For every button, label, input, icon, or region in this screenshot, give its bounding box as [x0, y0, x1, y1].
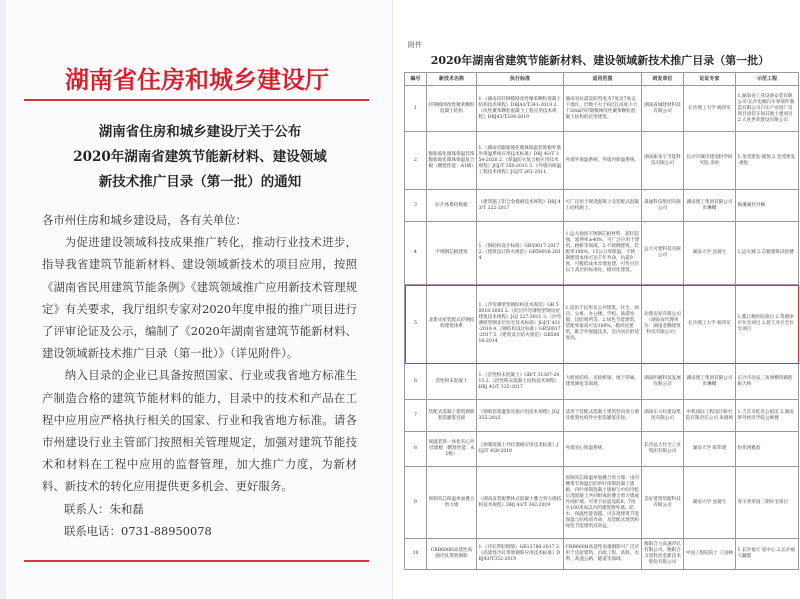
contact-phone: 联系电话：0731-88950078 — [64, 523, 212, 538]
cell-scope: 可广泛用于现浇混凝土及装配式混凝土结构施工。 — [564, 190, 642, 222]
cell-demo: 1.湖南省工业设备安装有限公司-长沙电咖汽车零部件制造有限公司汽车产业园厂房项目涂装车间其他土建项目 2.大连世荣建设有限公司 — [736, 86, 799, 132]
notice-title-line: 2020年湖南省建筑节能新材料、建设领域 — [73, 149, 327, 165]
cell-scope: 大跨度结构、市政桥梁、地下管廊、建筑修复等领域。 — [564, 364, 642, 400]
cell-developer: 湖南明湘科技发展有限公司 — [642, 364, 684, 400]
cell-name: 轻钢模网改性聚苯颗粒混凝土结构 — [427, 86, 477, 132]
salutation: 各市州住房和城乡建设局，各有关单位： — [42, 213, 248, 227]
table-row — [405, 432, 799, 467]
page-edge — [0, 0, 6, 599]
cell-demo: 1.远大城 2.芯板建筑试验楼 — [736, 222, 799, 285]
cell-standard: 1.《冷弯薄壁型钢结构技术规范》GB 50018-2002 2.《低层冷弯薄壁型钢房屋建筑技术规程》JGJ 227-2011 3.《冷弯薄壁型钢多层住宅技术标准》JGJ/T 421-2018 4.《钢结构设计标准》GB50017-2017 5.《建筑设计防火规范》GB50016-2014 — [477, 285, 564, 364]
cell-expert: 长沙理工大学 杨伟军 — [684, 285, 736, 364]
cell-expert: 湖南建工集团有限公司 彭琳娜 — [684, 364, 736, 400]
cell-demo: 1.长沙福天·星中心 2.长沙福天藏郡 — [736, 539, 799, 570]
cell-scope: 外墙外保温系统，外墙内保温系统。 — [564, 132, 642, 190]
cell-demo: 1.吉首市乾北公租房 2.湖南涉外经济学院公寓楼 — [736, 400, 799, 432]
cell-no: 7 — [405, 400, 427, 432]
cell-standard: 1.《活性粉末混凝土》GB/T 31387-2015 2.《活性粉末混凝土结构技术规程》DBJ 43/T 325-2017 — [477, 364, 564, 400]
cell-developer: 衡阳合力高速冷轧有限公司、衡阳合力创科冶金新技术股份有限公司 — [642, 539, 684, 570]
cell-name: 拉片体系铝模板 — [427, 190, 477, 222]
cell-scope: 湖南省抗震设防烈度为7度及7度以下地区，层数不大于6层且高度不大于20m的轻钢模网改性聚苯颗粒混凝土结构的民用建筑。 — [564, 86, 642, 132]
cell-developer: 晟通科技集团有限公司 — [642, 190, 684, 222]
cell-name: 装配式混凝土建筑钢筋套筒灌浆连接 — [427, 400, 477, 432]
table-row — [405, 86, 799, 132]
cell-standard: 1.《钢结构设计标准》GB50017-2017 2.《建筑设计防火规范》GB50016-2014 — [477, 222, 564, 285]
cell-scope: 1.远大独创不锈钢芯板材料，超轻超强，延伸率≥40%，可广泛应用于建筑、路桥等领域。2.不锈钢建筑，装配率100%，15公分厚保温，不锈钢建筑本体可达千年寿命，抗震9度，可极低成本异地复建，可作百层以上高层的标准化、模块化建筑。 — [564, 222, 642, 285]
cell-expert: 中国工程院院士 王国林 — [684, 539, 736, 570]
cell-developer: 长沙远大住宅工业集团有限公司 — [642, 432, 684, 467]
catalog-title: 2020年湖南省建筑节能新材料、建设领域新技术推广目录（第一批） — [430, 54, 770, 67]
cell-name: CRB600H高延性高强冷轧带肋钢筋 — [427, 539, 477, 570]
notice-page — [0, 0, 393, 599]
cell-standard: 《建筑施工铝合金模板技术规程》DBJ 43/T 322-2017 — [477, 190, 564, 222]
cell-demo: 梅溪湖杜丹桐 — [736, 190, 799, 222]
col-header-expert: 论证专家 — [684, 73, 736, 86]
cell-scope: 外墙夹心保温系统。 — [564, 432, 642, 467]
col-header-demo: 示范工程 — [736, 73, 799, 86]
red-divider-bottom — [24, 560, 369, 562]
table-row — [405, 400, 799, 432]
cell-expert: 长沙理工大学 杨伟军 — [684, 86, 736, 132]
cell-no: 9 — [405, 467, 427, 539]
cell-standard: 《预制混凝土外挂墙板应用技术标准》JGJ/T 458-2018 — [477, 432, 564, 467]
cell-expert: 中机国际工程设计研究院有限责任公司 朱晓鸣 — [684, 400, 736, 432]
cell-standard: 1.《冷轧带肋钢筋》GB13788-2017 2.《高延性冷轧带肋钢筋应用技术标准》DBJ43/T352-2019 — [477, 539, 564, 570]
table-row — [405, 190, 799, 222]
cell-developer: 湖南振多宇节能科技有限公司 — [642, 132, 684, 190]
col-header-no: 编号 — [405, 73, 427, 86]
cell-demo: 1.都江堰医院项目 2.常德津市住宅项目 3.督亢亚社会住宅项目 — [736, 285, 799, 364]
cell-developer: 远大可建科技有限公司 — [642, 222, 684, 285]
notice-body — [42, 209, 357, 542]
table-row-highlighted — [405, 285, 799, 364]
notice-title-line: 湖南省住房和城乡建设厅关于公布 — [98, 124, 302, 140]
cell-name: 预制夹芯保温单面叠合剪力墙 — [427, 467, 477, 539]
cell-no: 5 — [405, 285, 427, 364]
cell-developer: 北新房屋有限公司（湖南省代理单位：湖南金腾建筑科技有限公司） — [642, 285, 684, 364]
table-row — [405, 467, 799, 539]
cell-standard: 《钢筋套筒灌浆连接应用技术规程》JGJ 355-2015 — [477, 400, 564, 432]
cell-expert: 湖南大学 陈伟建 — [684, 432, 736, 467]
cell-expert: 湖南大学 沈蒲生 — [684, 222, 736, 285]
cell-demo: 1.金茂建发·揽悦 2.金茂建发·观悦 — [736, 132, 799, 190]
cell-name: 活性粉末混凝土 — [427, 364, 477, 400]
cell-demo: 长沙市北辰三角洲横四路跨街天桥 — [736, 364, 799, 400]
cell-demo: 青羊香草园三期住宅项目 — [736, 467, 799, 539]
body-paragraph: 为促进建设领域科技成果推广转化，推动行业技术进步，指导我省建筑节能新材料、建设领域新技术的项目应用，按照《湖南省民用建筑节能条例》《建筑领域推广应用新技术管理规定》有关要求，我厅组织专家对2020年度申报的推广项目进行了评审论证及公示，编制了《2020年湖南省建筑节能新材料、建设领域新技术推广目录（第一批）》（详见附件）。 — [42, 235, 357, 361]
cell-no: 6 — [405, 364, 427, 400]
col-header-developer: 研发单位 — [642, 73, 684, 86]
cell-no: 8 — [405, 432, 427, 467]
cell-no: 10 — [405, 539, 427, 570]
table-row — [405, 222, 799, 285]
cell-name: 不锈钢芯板建筑 — [427, 222, 477, 285]
cell-scope: 预制夹芯保温单面叠合剪力墙：由内侧带有保温层的单叶预制混凝土墙板，内叶预制混凝土墙板与中间空腔后浇混凝土共同组成的叠合剪力墙或外围护墙。可用于抗震设防6、7度区100米高以内的建筑物外墙。防水、保温性能优越，可实现建筑节能保温与结构同寿命，及装配式建筑和绿色节能建筑双效益。 — [564, 467, 642, 539]
cell-scope: 适用于装配式混凝土建筑竖向剪力墙及框架柱构件中套筒灌浆连接。 — [564, 400, 642, 432]
table-header-row — [405, 73, 799, 86]
cell-developer: 美好建筑装配科技有限公司 — [642, 467, 684, 539]
org-header: 湖南省住房和城乡建设厅 — [65, 66, 329, 94]
attachment-label: 附件 — [408, 41, 422, 49]
col-header-name: 新技术名称 — [427, 73, 477, 86]
cell-expert: 湖南建工集团有限公司 彭琳娜 — [684, 190, 736, 222]
red-divider-top — [24, 99, 369, 101]
cell-no: 4 — [405, 222, 427, 285]
cell-name: 北新房屋装配式轻钢结构建筑体系 — [427, 285, 477, 364]
body-paragraph: 纳入目录的企业已具备按照国家、行业或我省地方标准生产制造合格的建筑节能材料的能力，目录中的技术和产品在工程中应用应严格执行相关的国家、行业和我省地方标准。请各市州建设行业主管部门按照相关管理规定，加强对建筑节能技术和材料在工程中应用的监督管理，加大推广力度，为新材料、新技术的转化应用提供更多机会、更好服务。 — [42, 368, 357, 494]
cell-no: 3 — [405, 190, 427, 222]
table-row — [405, 364, 799, 400]
contact-person: 联系人：朱和磊 — [64, 501, 144, 516]
table-row — [405, 132, 799, 190]
col-header-standard: 执行标准 — [477, 73, 564, 86]
cell-expert: 湖南大学 沈蒲生 — [684, 467, 736, 539]
cell-demo: 恒伟西雅韵 — [736, 432, 799, 467]
notice-title-line: 新技术推广目录（第一批）的通知 — [98, 174, 302, 190]
cell-no: 1 — [405, 86, 427, 132]
table-row — [405, 539, 799, 570]
col-header-scope: 适用范围 — [564, 73, 642, 86]
cell-scope: CRB600H高延性高强钢筋可广泛应用于房屋建筑、市政工程、高铁、水利、高速公路、隧道等领域。 — [564, 539, 642, 570]
cell-scope: 1.适用于民用及公共建筑，住宅、酒店、公寓、办公楼、学校、旅游度假、边防哨所等。2.绿色节能建筑，装配率最高可达100%，模块化建筑，配合外保温技术，室内居住舒适度高。 — [564, 285, 642, 364]
cell-no: 2 — [405, 132, 427, 190]
cell-name: 膨胀玻化微珠保温装饰膨胀玻化微珠保温复合板（燃烧性能：A1级） — [427, 132, 477, 190]
cell-standard: 1.《湖南省轻钢模网改性聚苯颗粒混凝土结构技术规程》DBJ43/T341-2019 2.《改性聚苯颗粒混凝土工程应用技术规程》DBJ43/T339-2019 — [477, 86, 564, 132]
cell-expert: 长沙市城市建设科学研究院 余炬 — [684, 132, 736, 190]
cell-standard: 《湖南省装配整体式混凝土叠合剪力墙结构技术规程》DBJ 43/T 342-2019 — [477, 467, 564, 539]
cell-developer: 湖南省城建材科技有限公司 — [642, 86, 684, 132]
notice-title — [40, 120, 360, 195]
catalog-table — [404, 72, 799, 570]
cell-name: 保温装饰一体化夹心外挂墙板（燃烧性能：A1级） — [427, 432, 477, 467]
cell-standard: 1.《湖南省膨胀玻化微珠保温装饰板外墙外保温系统应用技术标准》DBJ 43/T 354-2020 2.《保温防火复合板应用技术规程》JGJ/T 350-2015 3.《外墙内保温工程技术规程》JGJ/T 261-2011 — [477, 132, 564, 190]
cell-developer: 湖南东方红建设集团有限公司 — [642, 400, 684, 432]
